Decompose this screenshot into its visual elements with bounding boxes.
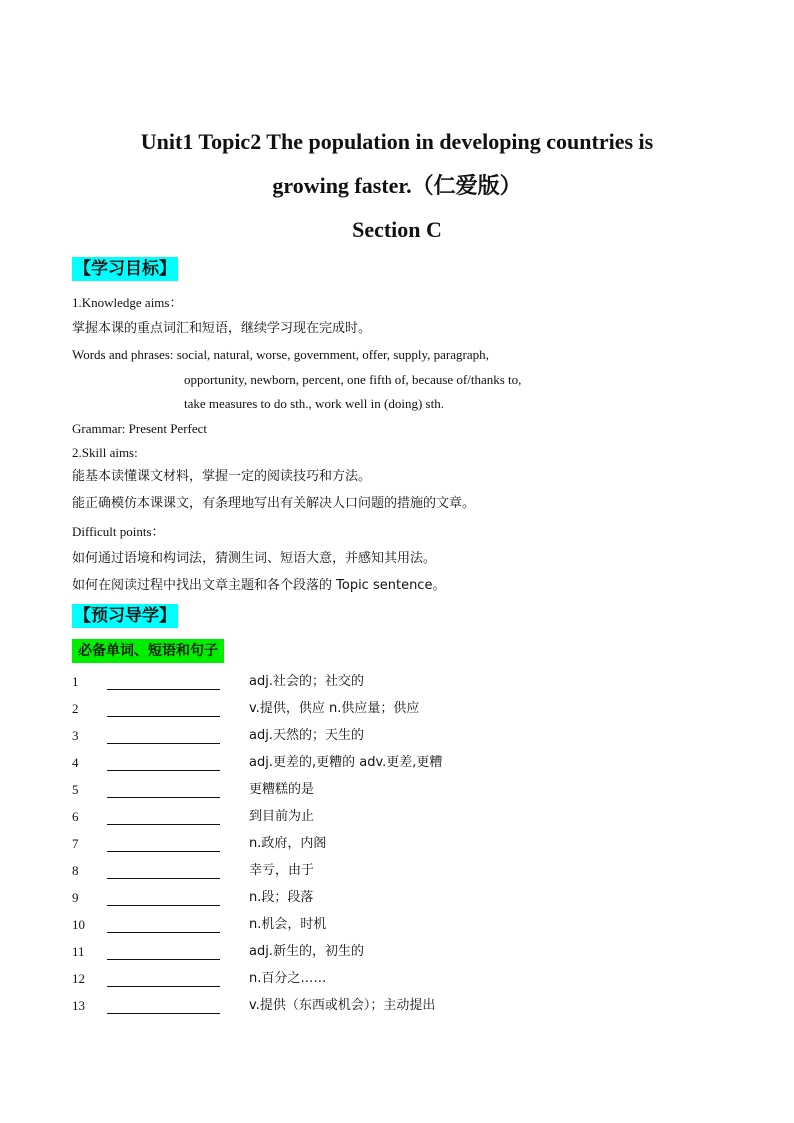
vocab-answer-blank[interactable] xyxy=(107,743,220,744)
vocab-answer-blank[interactable] xyxy=(107,797,220,798)
words-and-phrases-line-2: opportunity, newborn, percent, one fifth of, because of/thanks to, xyxy=(184,372,522,387)
vocab-row xyxy=(72,889,722,909)
vocab-meaning: 更糟糕的是 xyxy=(249,782,315,797)
vocab-answer-blank[interactable] xyxy=(107,689,220,690)
document-title-line-2: growing faster.（仁爱版） xyxy=(272,173,522,198)
vocab-number: 3 xyxy=(72,728,79,743)
skill-aim-1: 能基本读懂课文材料，掌握一定的阅读技巧和方法。 xyxy=(72,469,372,484)
vocab-answer-blank[interactable] xyxy=(107,959,220,960)
skill-aim-2: 能正确模仿本课课文，有条理地写出有关解决人口问题的措施的文章。 xyxy=(72,496,476,511)
vocab-meaning: adj.社会的；社交的 xyxy=(249,674,364,689)
vocab-row xyxy=(72,700,722,720)
vocab-meaning: n.机会，时机 xyxy=(249,917,327,932)
vocab-answer-blank[interactable] xyxy=(107,905,220,906)
vocab-number: 7 xyxy=(72,836,79,851)
vocab-row xyxy=(72,916,722,936)
vocab-number: 2 xyxy=(72,701,79,716)
learning-objectives-heading: 【学习目标】 xyxy=(74,259,176,279)
vocab-meaning: 幸亏，由于 xyxy=(249,863,315,878)
vocab-meaning: adj.新生的，初生的 xyxy=(249,944,364,959)
vocab-row xyxy=(72,862,722,882)
vocab-meaning: v.提供，供应 n.供应量；供应 xyxy=(249,701,420,716)
vocab-number: 4 xyxy=(72,755,79,770)
vocab-row xyxy=(72,835,722,855)
vocab-meaning: n.政府，内阁 xyxy=(249,836,327,851)
grammar-line: Grammar: Present Perfect xyxy=(72,421,208,436)
vocab-number: 5 xyxy=(72,782,79,797)
vocab-meaning: v.提供（东西或机会）；主动提出 xyxy=(249,998,436,1013)
document-title-line-1: Unit1 Topic2 The population in developing countries is xyxy=(140,129,654,154)
vocab-meaning: n.百分之…… xyxy=(249,971,327,986)
vocab-number: 6 xyxy=(72,809,79,824)
vocab-number: 8 xyxy=(72,863,79,878)
vocab-answer-blank[interactable] xyxy=(107,851,220,852)
vocab-meaning: adj.更差的,更糟的 adv.更差,更糟 xyxy=(249,755,443,770)
vocab-row xyxy=(72,727,722,747)
vocab-answer-blank[interactable] xyxy=(107,932,220,933)
vocab-answer-blank[interactable] xyxy=(107,824,220,825)
vocab-row xyxy=(72,781,722,801)
vocab-row xyxy=(72,970,722,990)
words-and-phrases-line-1: Words and phrases: social, natural, worse, government, offer, supply, paragraph, xyxy=(72,347,489,362)
vocab-answer-blank[interactable] xyxy=(107,986,220,987)
knowledge-aims-label: 1.Knowledge aims： xyxy=(72,295,183,310)
difficult-points-label: Difficult points： xyxy=(72,524,165,539)
vocab-number: 11 xyxy=(72,944,85,959)
vocab-number: 9 xyxy=(72,890,79,905)
vocab-meaning: 到目前为止 xyxy=(249,809,315,824)
vocab-answer-blank[interactable] xyxy=(107,1013,220,1014)
knowledge-aims-description: 掌握本课的重点词汇和短语，继续学习现在完成时。 xyxy=(72,321,372,336)
vocab-row xyxy=(72,997,722,1017)
document-section-title: Section C xyxy=(352,217,442,242)
vocab-meaning: n.段；段落 xyxy=(249,890,314,905)
words-and-phrases-line-3: take measures to do sth., work well in (doing) sth. xyxy=(184,396,444,411)
vocab-number: 13 xyxy=(72,998,85,1013)
vocab-row xyxy=(72,673,722,693)
skill-aims-label: 2.Skill aims: xyxy=(72,445,138,460)
vocab-row xyxy=(72,808,722,828)
vocab-row xyxy=(72,754,722,774)
vocab-answer-blank[interactable] xyxy=(107,716,220,717)
difficult-point-1: 如何通过语境和构词法，猜测生词、短语大意，并感知其用法。 xyxy=(72,551,437,566)
vocab-meaning: adj.天然的；天生的 xyxy=(249,728,364,743)
vocab-number: 1 xyxy=(72,674,79,689)
vocab-number: 12 xyxy=(72,971,85,986)
preview-guide-heading: 【预习导学】 xyxy=(74,606,176,626)
vocab-row xyxy=(72,943,722,963)
difficult-point-2: 如何在阅读过程中找出文章主题和各个段落的 Topic sentence。 xyxy=(72,578,446,593)
vocab-answer-blank[interactable] xyxy=(107,878,220,879)
essential-vocabulary-heading: 必备单词、短语和句子 xyxy=(72,639,224,663)
vocab-answer-blank[interactable] xyxy=(107,770,220,771)
vocab-number: 10 xyxy=(72,917,85,932)
